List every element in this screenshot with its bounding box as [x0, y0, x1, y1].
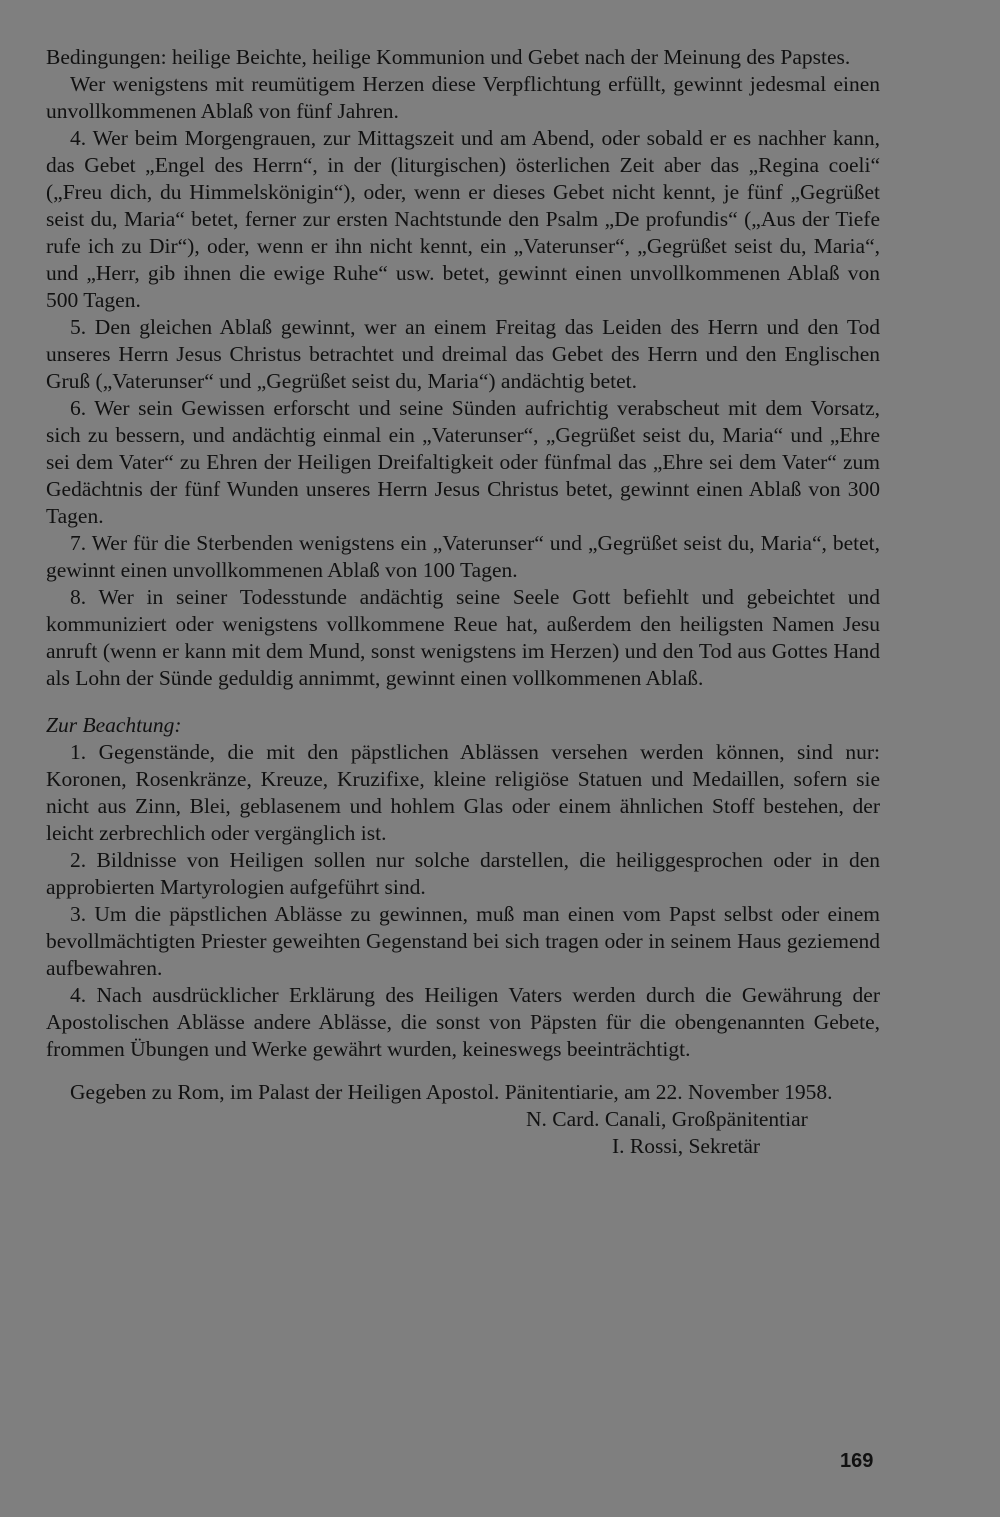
- page-body: [46, 44, 880, 1166]
- note-item-2: 2. Bildnisse von Heiligen sollen nur solche darstellen, die heiliggesprochen oder in den approbierten Martyrologien aufgeführt sind.: [46, 848, 880, 899]
- note-item-3: 3. Um die päpstlichen Ablässe zu gewinnen, muß man einen vom Papst selbst oder einem bevollmächtigten Priester geweihten Gegenstand bei sich tragen oder in seinem Haus geziemend aufbewahren.: [46, 902, 880, 980]
- signature-secretary: I. Rossi, Sekretär: [612, 1134, 761, 1158]
- paragraph-item-7: 7. Wer für die Sterbenden wenigstens ein „Vaterunser“ und „Gegrüßet seist du, Maria“, betet, gewinnt einen unvollkommenen Ablaß von 100 Tagen.: [46, 531, 880, 582]
- paragraph-item-8: 8. Wer in seiner Todesstunde andächtig seine Seele Gott befiehlt und gebeichtet und kommuniziert oder wenigstens vollkommene Reue hat, außerdem den heiligsten Namen Jesu anruft (wenn er kann mit dem Mund, sonst wenigstens im Herzen) und den Tod aus Gottes Hand als Lohn der Sünde geduldig annimmt, gewinnt einen vollkommenen Ablaß.: [46, 585, 880, 690]
- spacer: [46, 692, 880, 712]
- note-item-1: 1. Gegenstände, die mit den päpstlichen Ablässen versehen werden können, sind nur: Koronen, Rosenkränze, Kreuze, Kruzifixe, kleine religiöse Statuen und Medaillen, sofern sie nicht aus Zinn, Blei, geblasenem und hohlem Glas oder einem ähnlichen Stoff bestehen, der leicht zerbrechlich oder vergänglich ist.: [46, 740, 880, 845]
- closing-statement: Gegeben zu Rom, im Palast der Heiligen Apostol. Pänitentiarie, am 22. November 1958.: [70, 1080, 833, 1104]
- spacer: [46, 1063, 880, 1079]
- paragraph-conditions: Bedingungen: heilige Beichte, heilige Kommunion und Gebet nach der Meinung des Papstes.: [46, 45, 851, 69]
- note-heading: Zur Beachtung:: [46, 713, 182, 737]
- paragraph-item-5: 5. Den gleichen Ablaß gewinnt, wer an einem Freitag das Leiden des Herrn und den Tod unseres Herrn Jesus Christus betrachtet und dreimal das Gebet des Herrn und den Englischen Gruß („Vaterunser“ und „Gegrüßet seist du, Maria“) andächtig betet.: [46, 315, 880, 393]
- paragraph-item-4: 4. Wer beim Morgengrauen, zur Mittagszeit und am Abend, oder sobald er es nachher kann, das Gebet „Engel des Herrn“, in der (liturgischen) österlichen Zeit aber das „Regina coeli“ („Freu dich, du Himmelskönigin“), oder, wenn er dieses Gebet nicht kennt, je fünf „Gegrüßet seist du, Maria“ betet, ferner zur ersten Nachtstunde den Psalm „De profundis“ („Aus der Tiefe rufe ich zu Dir“), oder, wenn er ihn nicht kennt, ein „Vaterunser“, „Gegrüßet seist du, Maria“, und „Herr, gib ihnen die ewige Ruhe“ usw. betet, gewinnt einen unvollkommenen Ablaß von 500 Tagen.: [46, 126, 880, 312]
- signature-grand-penitentiary: N. Card. Canali, Großpänitentiar: [526, 1107, 808, 1131]
- signature-block: [46, 1106, 880, 1166]
- paragraph-item-6: 6. Wer sein Gewissen erforscht und seine Sünden aufrichtig verabscheut mit dem Vorsatz, sich zu bessern, und andächtig einmal ein „Vaterunser“, „Gegrüßet seist du, Maria“ und „Ehre sei dem Vater“ zu Ehren der Heiligen Dreifaltigkeit oder fünfmal das „Ehre sei dem Vater“ zum Gedächtnis der fünf Wunden unseres Herrn Jesus Christus betet, gewinnt einen Ablaß von 300 Tagen.: [46, 396, 880, 528]
- note-item-4: 4. Nach ausdrücklicher Erklärung des Heiligen Vaters werden durch die Gewährung der Apostolischen Ablässe andere Ablässe, die sonst von Päpsten für die obengenannten Gebete, frommen Übungen und Werke gewährt wurden, keineswegs beeinträchtigt.: [46, 983, 880, 1061]
- page-number: 169: [840, 1450, 874, 1472]
- paragraph-indulgence-five-years: Wer wenigstens mit reumütigem Herzen diese Verpflichtung erfüllt, gewinnt jedesmal einen unvollkommenen Ablaß von fünf Jahren.: [46, 72, 880, 123]
